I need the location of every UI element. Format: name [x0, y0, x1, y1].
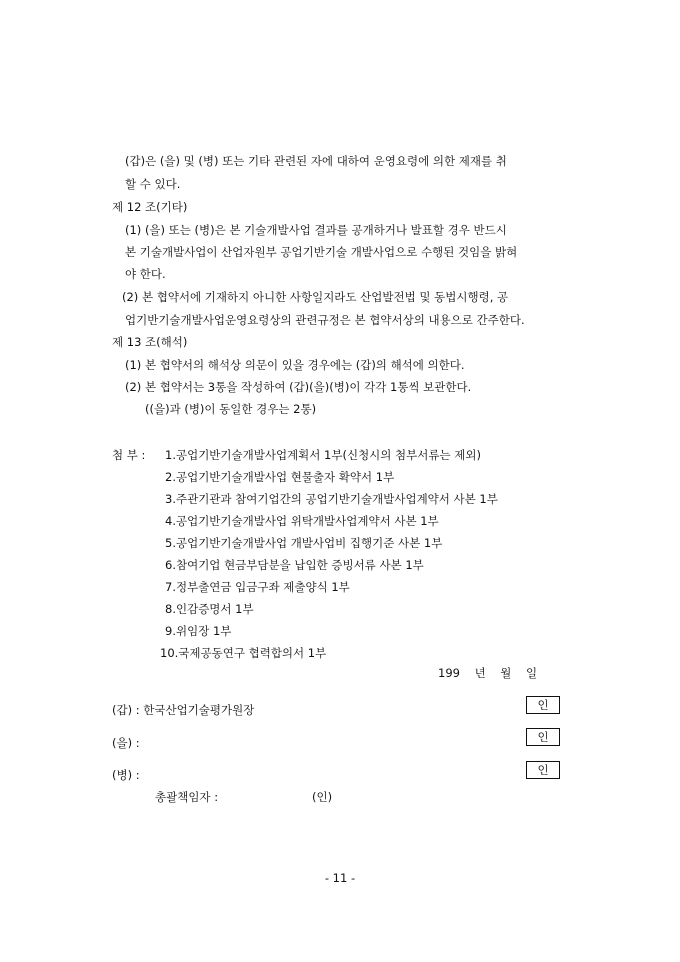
- clause11-line-2: 할 수 있다.: [125, 177, 181, 191]
- attachments-label: 첨 부 :: [112, 448, 146, 462]
- attachment-item: 9.위임장 1부: [165, 624, 232, 638]
- attachment-item: 3.주관기관과 참여기업간의 공업기반기술개발사업계약서 사본 1부: [165, 492, 498, 506]
- seal-box-gap: 인: [526, 696, 560, 714]
- clause12-line-3: 야 한다.: [125, 267, 166, 281]
- attachment-item: 7.정부출연금 입금구좌 제출양식 1부: [165, 580, 350, 594]
- party-eul: (을) :: [112, 736, 140, 750]
- party-gap: (갑) : 한국산업기술평가원장: [112, 703, 255, 717]
- clause12-line-1: (1) (을) 또는 (병)은 본 기술개발사업 결과를 공개하거나 발표할 경우 반드시: [125, 223, 507, 237]
- clause12-line-2: 본 기술개발사업이 산업자원부 공업기반기술 개발사업으로 수행된 것임을 밝혀: [125, 245, 518, 259]
- attachment-item: 4.공업기반기술개발사업 위탁개발사업계약서 사본 1부: [165, 514, 439, 528]
- attachment-item: 10.국제공동연구 협력합의서 1부: [160, 646, 327, 660]
- clause12-line-4: (2) 본 협약서에 기재하지 아니한 사항일지라도 산업발전법 및 동법시행령, 공: [122, 290, 509, 304]
- clause13-line-3: ((을)과 (병)이 동일한 경우는 2통): [145, 402, 317, 416]
- attachment-item: 1.공업기반기술개발사업계획서 1부(신청시의 첨부서류는 제외): [165, 448, 481, 462]
- attachment-item: 5.공업기반기술개발사업 개발사업비 집행기준 사본 1부: [165, 536, 443, 550]
- date-line: 199 년 월 일: [438, 666, 538, 680]
- attachment-item: 8.인감증명서 1부: [165, 602, 254, 616]
- clause12-line-5: 업기반기술개발사업운영요령상의 관련규정은 본 협약서상의 내용으로 간주한다.: [125, 313, 525, 327]
- clause13-line-1: (1) 본 협약서의 해석상 의문이 있을 경우에는 (갑)의 해석에 의한다.: [125, 358, 465, 372]
- clause13-line-2: (2) 본 협약서는 3통을 작성하여 (갑)(을)(병)이 각각 1통씩 보관한다.: [125, 380, 472, 394]
- clause11-line-1: (갑)은 (을) 및 (병) 또는 기타 관련된 자에 대하여 운영요령에 의한 제재를 취: [125, 154, 507, 168]
- clause12-title: 제 12 조(기타): [112, 200, 188, 214]
- manager-seal: (인): [312, 790, 333, 804]
- attachment-item: 2.공업기반기술개발사업 현물출자 확약서 1부: [165, 470, 395, 484]
- seal-box-byeong: 인: [526, 761, 560, 779]
- manager-label: 총괄책임자 :: [155, 790, 219, 804]
- clause13-title: 제 13 조(해석): [112, 335, 188, 349]
- attachment-item: 6.참여기업 현금부담분을 납입한 증빙서류 사본 1부: [165, 558, 424, 572]
- seal-box-eul: 인: [526, 728, 560, 746]
- page-number: - 11 -: [324, 871, 356, 885]
- party-byeong: (병) :: [112, 768, 140, 782]
